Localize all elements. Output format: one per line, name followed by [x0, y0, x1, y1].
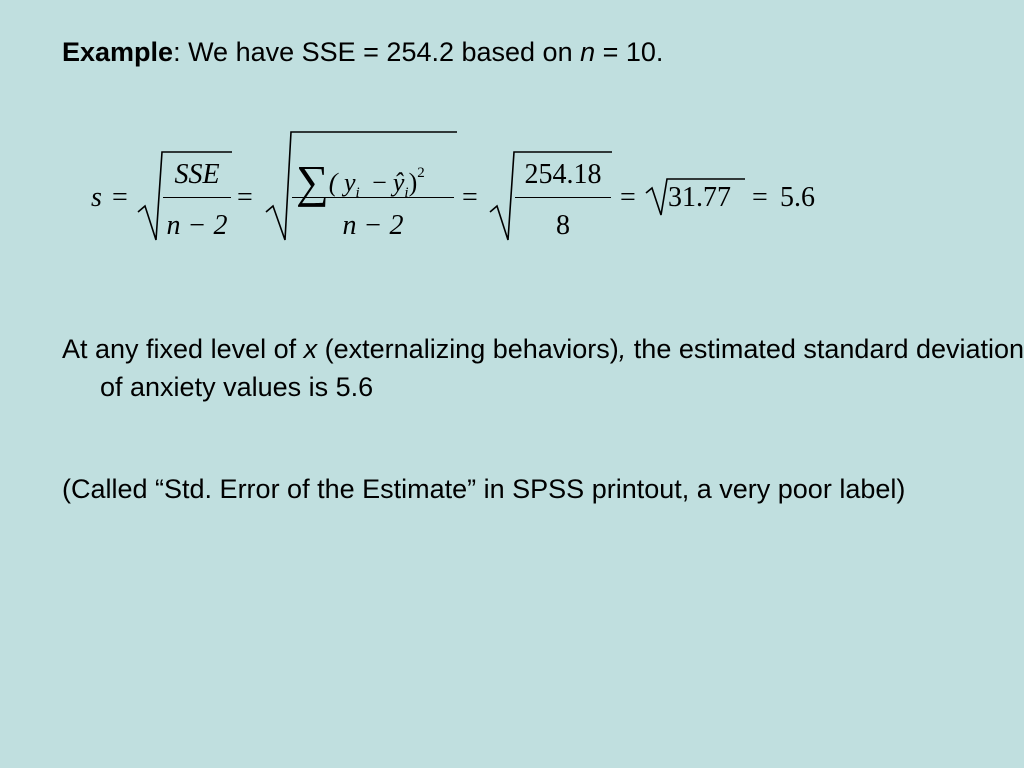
example-label: Example — [62, 37, 174, 67]
close-paren: ) — [408, 168, 418, 197]
n-variable: n — [580, 37, 596, 67]
sum-numerator — [296, 149, 425, 207]
result-value: 5.6 — [780, 182, 815, 213]
interpretation-paragraph — [62, 330, 1024, 406]
minus-sign: − — [372, 168, 387, 197]
equals-sign-4: = — [620, 182, 636, 213]
example-text: : We have SSE = 254.2 based on — [173, 37, 581, 67]
para1-comma: , — [618, 334, 627, 364]
para1-text-start: At any fixed level of — [62, 334, 304, 364]
y-term: ( y — [328, 168, 356, 197]
fraction-bar-1 — [163, 197, 231, 198]
n-minus-2-denominator-1: n − 2 — [166, 210, 228, 241]
superscript-2: 2 — [417, 165, 425, 182]
n-minus-2-denominator-2: n − 2 — [342, 210, 404, 241]
para1-text-end: the estimated standard deviation of anxiety values is 5.6 — [100, 334, 1024, 402]
fraction-bar-3 — [515, 197, 611, 198]
sse-numerator: SSE — [174, 159, 220, 190]
fraction-bar-2 — [292, 197, 454, 198]
summation-symbol: ∑ — [296, 156, 329, 207]
x-variable: x — [303, 334, 318, 364]
spss-note-paragraph: (Called “Std. Error of the Estimate” in SPSS printout, a very poor label) — [62, 474, 906, 504]
para1-text-mid: (externalizing behaviors) — [317, 334, 619, 364]
equals-sign-2: = — [237, 182, 253, 213]
equals-sign-3: = — [462, 182, 478, 213]
example-text-end: = 10. — [595, 37, 664, 67]
subscript-i: i — [355, 185, 360, 202]
subscript-i-2: i — [404, 185, 409, 202]
y-hat: ŷ — [392, 168, 405, 197]
mse-value: 31.77 — [668, 182, 731, 213]
sse-value-numerator: 254.18 — [524, 159, 602, 190]
s-variable: s — [91, 182, 102, 213]
equals-sign-1: = — [112, 182, 128, 213]
eight-denominator: 8 — [556, 210, 570, 241]
example-heading — [62, 33, 663, 71]
equals-sign-5: = — [752, 182, 768, 213]
radical-signs — [0, 115, 1024, 255]
